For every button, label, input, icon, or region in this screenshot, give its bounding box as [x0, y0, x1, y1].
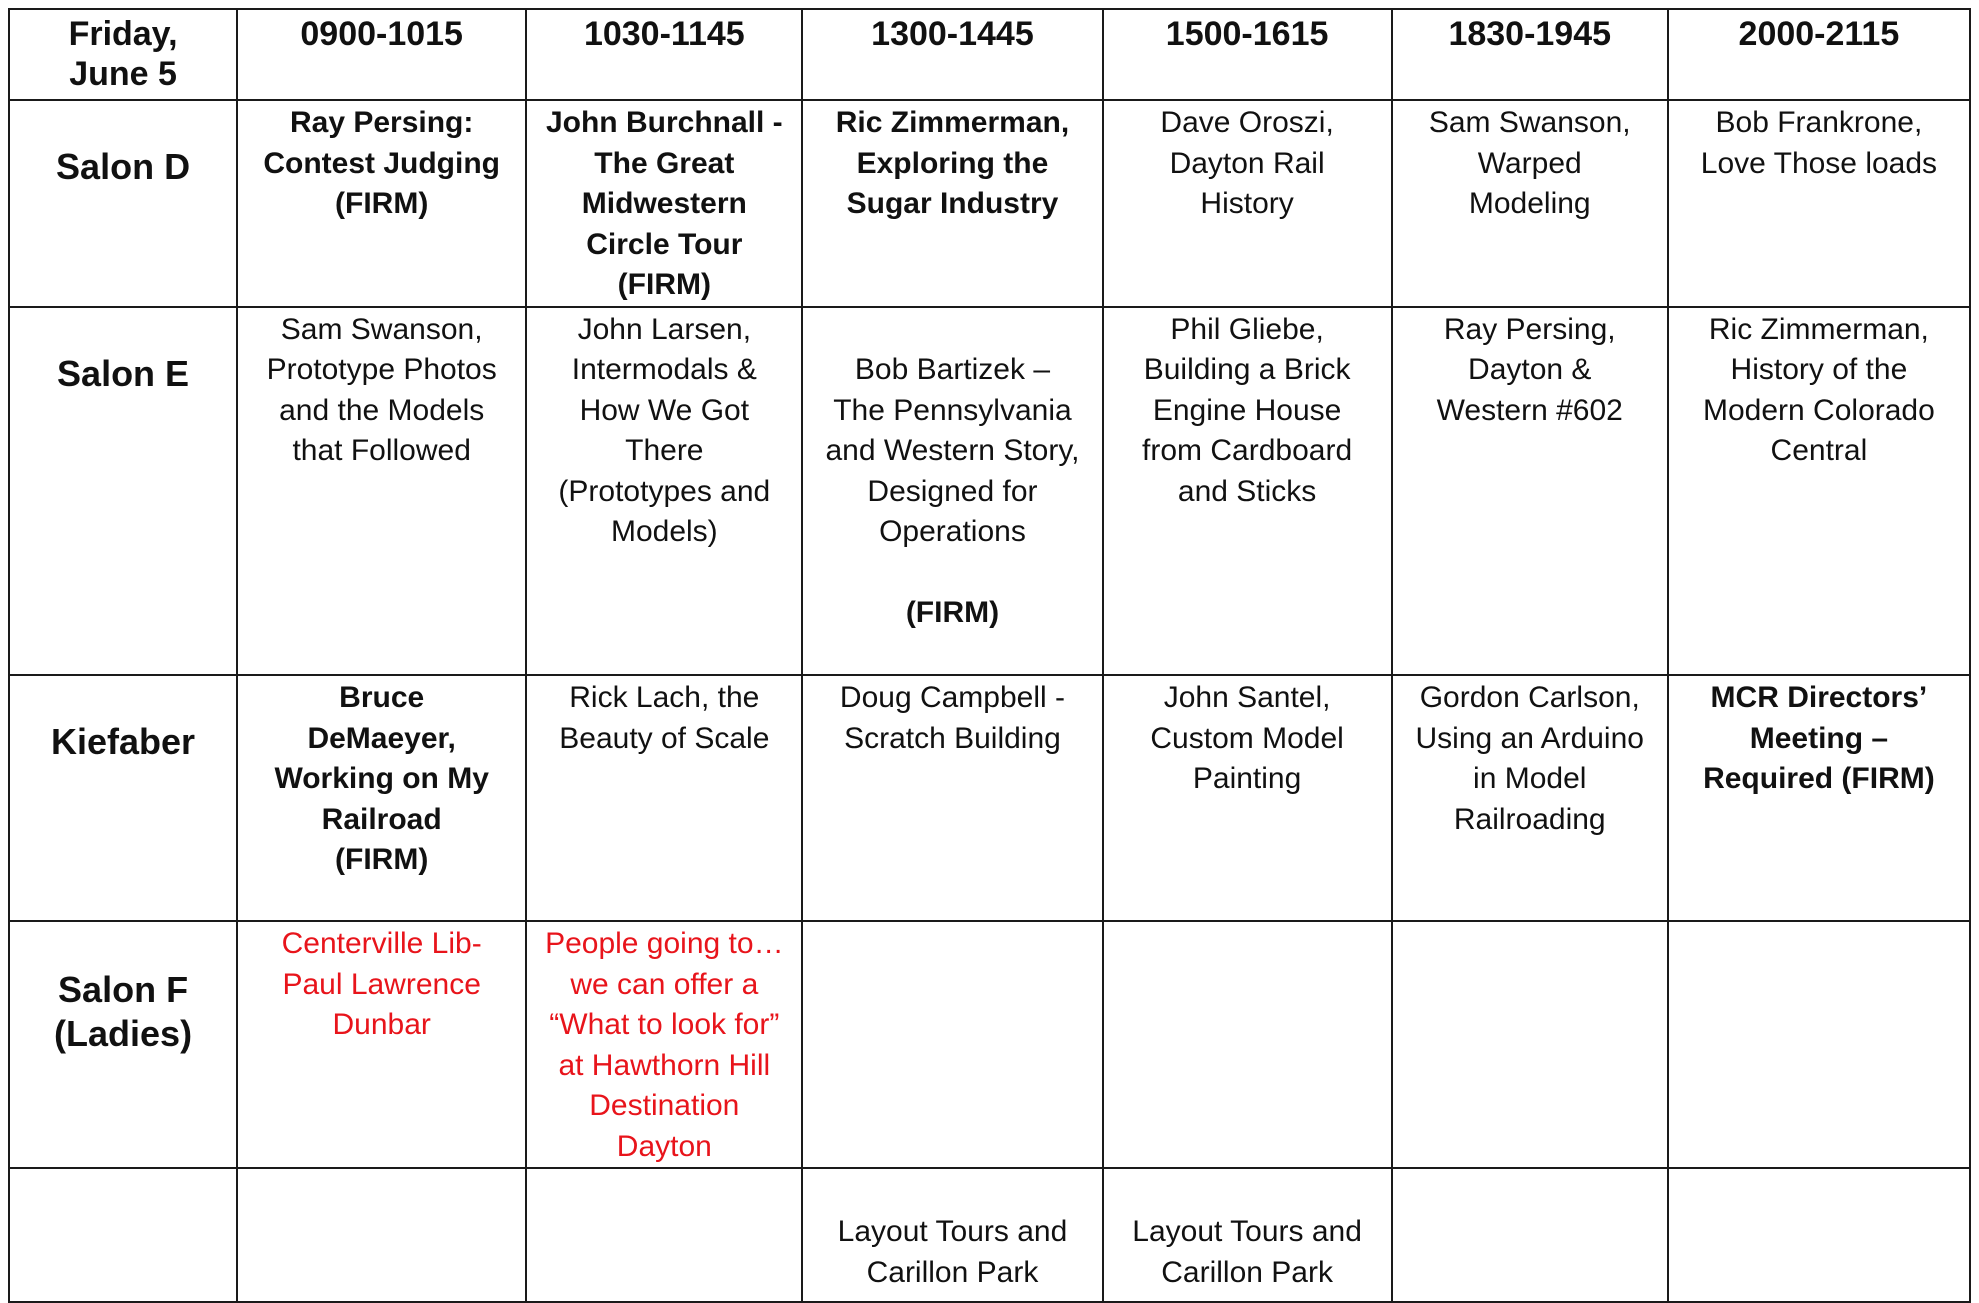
room-label-salon-d: Salon D [9, 100, 237, 307]
room-label-salon-f: Salon F (Ladies) [9, 921, 237, 1168]
session-cell [802, 921, 1102, 1168]
time-slot-0900: 0900-1015 [237, 9, 526, 100]
header-row [9, 9, 1970, 100]
room-label-empty [9, 1168, 237, 1302]
session-cell: Sam Swanson, Prototype Photos and the Models that Followed [237, 307, 526, 676]
session-cell: People going to… we can offer a “What to look for” at Hawthorn Hill Destination Dayton [526, 921, 802, 1168]
session-cell: John Santel, Custom Model Painting [1103, 675, 1392, 921]
session-cell: Layout Tours and Carillon Park [1103, 1168, 1392, 1302]
time-slot-1830: 1830-1945 [1392, 9, 1668, 100]
session-cell [1392, 921, 1668, 1168]
day-label: Friday, June 5 [9, 9, 237, 100]
row-salon-e [9, 307, 1970, 676]
room-label-kiefaber: Kiefaber [9, 675, 237, 921]
schedule-table [8, 8, 1971, 1303]
session-cell: Ric Zimmerman, History of the Modern Colorado Central [1668, 307, 1970, 676]
row-kiefaber [9, 675, 1970, 921]
session-cell [526, 1168, 802, 1302]
session-cell [1392, 1168, 1668, 1302]
session-cell: Sam Swanson, Warped Modeling [1392, 100, 1668, 307]
firm-note: (FIRM) [905, 596, 1000, 629]
session-cell: MCR Directors’ Meeting – Required (FIRM) [1668, 675, 1970, 921]
session-cell [1103, 921, 1392, 1168]
session-cell: Phil Gliebe, Building a Brick Engine House from Cardboard and Sticks [1103, 307, 1392, 676]
session-cell: John Larsen, Intermodals & How We Got There (Prototypes and Models) [526, 307, 802, 676]
session-cell: Gordon Carlson, Using an Arduino in Model Railroading [1392, 675, 1668, 921]
session-cell [1668, 921, 1970, 1168]
time-slot-1500: 1500-1615 [1103, 9, 1392, 100]
session-cell: Centerville Lib- Paul Lawrence Dunbar [237, 921, 526, 1168]
session-cell [1668, 1168, 1970, 1302]
session-cell: Rick Lach, the Beauty of Scale [526, 675, 802, 921]
session-cell-with-firm [802, 307, 1102, 676]
row-salon-d [9, 100, 1970, 307]
session-cell [237, 1168, 526, 1302]
time-slot-1030: 1030-1145 [526, 9, 802, 100]
time-slot-2000: 2000-2115 [1668, 9, 1970, 100]
session-cell: Ray Persing, Dayton & Western #602 [1392, 307, 1668, 676]
session-cell: Ray Persing: Contest Judging (FIRM) [237, 100, 526, 307]
session-text: Bob Bartizek – The Pennsylvania and Western Story, Designed for Operations [825, 353, 1080, 548]
row-tours [9, 1168, 1970, 1302]
session-cell: John Burchnall - The Great Midwestern Circle Tour (FIRM) [526, 100, 802, 307]
time-slot-1300: 1300-1445 [802, 9, 1102, 100]
session-cell: Dave Oroszi, Dayton Rail History [1103, 100, 1392, 307]
session-cell: Layout Tours and Carillon Park [802, 1168, 1102, 1302]
room-label-salon-e: Salon E [9, 307, 237, 676]
session-cell: Ric Zimmerman, Exploring the Sugar Industry [802, 100, 1102, 307]
session-cell: Bob Frankrone, Love Those loads [1668, 100, 1970, 307]
session-cell: Doug Campbell - Scratch Building [802, 675, 1102, 921]
row-salon-f [9, 921, 1970, 1168]
session-cell: Bruce DeMaeyer, Working on My Railroad (FIRM) [237, 675, 526, 921]
